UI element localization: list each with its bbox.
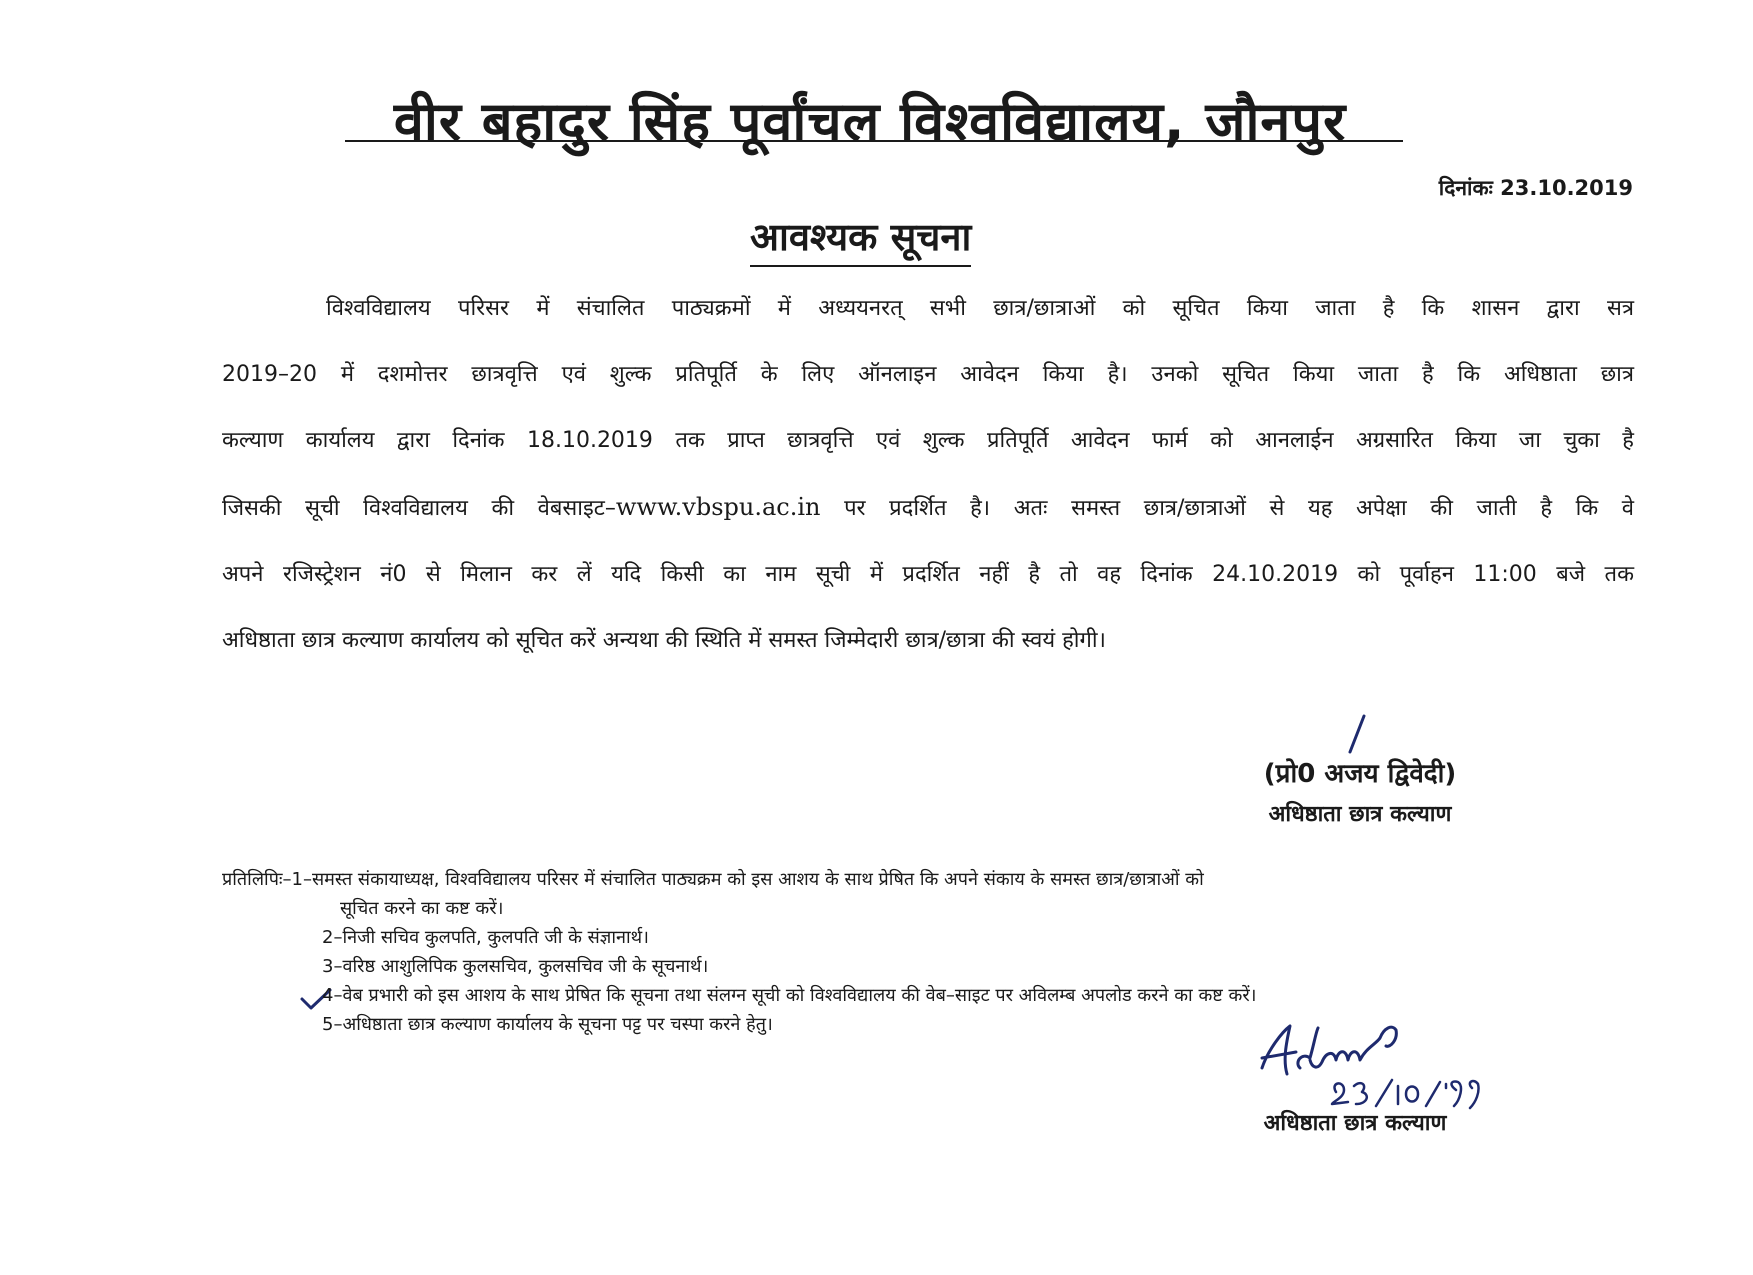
signature-tick-mark xyxy=(1350,716,1364,752)
university-title: वीर बहादुर सिंह पूर्वांचल विश्वविद्यालय, जौनपुर xyxy=(393,90,1347,153)
body-line: 2019–20 में दशमोत्तर छात्रवृत्ति एवं शुल्क प्रतिपूर्ति के लिए ऑनलाइन आवेदन किया है। उनको सूचित किया जाता है कि अधिष्ठाता छात्र xyxy=(222,362,1634,387)
footer-designation: अधिष्ठाता छात्र कल्याण xyxy=(1263,1111,1447,1136)
copy-item: 4–वेब प्रभारी को इस आशय के साथ प्रेषित कि सूचना तथा संलग्न सूची को विश्वविद्यालय की वेब–साइट पर अविलम्ब अपलोड करने का कष्ट करें। xyxy=(322,985,1257,1006)
notice-date: दिनांकः 23.10.2019 xyxy=(1438,176,1633,200)
body-line: अपने रजिस्ट्रेशन नं0 से मिलान कर लें यदि किसी का नाम सूची में प्रदर्शित नहीं है तो वह दिनांक 24.10.2019 को पूर्वाहन 11:00 बजे तक xyxy=(222,562,1634,587)
handwritten-date xyxy=(1332,1080,1479,1108)
signatory-designation: अधिष्ठाता छात्र कल्याण xyxy=(1268,802,1452,827)
body-line: विश्वविद्यालय परिसर में संचालित पाठ्यक्रमों में अध्ययनरत् सभी छात्र/छात्राओं को सूचित किया जाता है कि शासन द्वारा सत्र xyxy=(326,296,1634,321)
body-line-part: जिसकी सूची विश्वविद्यालय की वेबसाइट– xyxy=(222,496,616,521)
copy-item: प्रतिलिपिः–1–समस्त संकायाध्यक्ष, विश्वविद्यालय परिसर में संचालित पाठ्यक्रम को इस आशय के साथ प्रेषित कि अपने संकाय के समस्त छात्र/छात्राओं को xyxy=(222,869,1204,890)
copy-item: 2–निजी सचिव कुलपति, कुलपति जी के संज्ञानार्थ। xyxy=(322,927,649,948)
copy-to-list xyxy=(222,865,1642,1039)
body-line: अधिष्ठाता छात्र कल्याण कार्यालय को सूचित करें अन्यथा की स्थिति में समस्त जिम्मेदारी छात्र/छात्रा की स्वयं होगी। xyxy=(222,628,1106,653)
signatory-block xyxy=(1210,754,1510,828)
signatory-name: (प्रो0 अजय द्विवेदी) xyxy=(1263,759,1457,789)
body-line-part: पर प्रदर्शित है। अतः समस्त छात्र/छात्राओं से यह अपेक्षा की जाती है कि वे xyxy=(820,496,1634,521)
copy-item: 3–वरिष्ठ आशुलिपिक कुलसचिव, कुलसचिव जी के सूचनार्थ। xyxy=(322,956,709,977)
copy-item-continuation: सूचित करने का कष्ट करें। xyxy=(340,898,504,919)
body-line: कल्याण कार्यालय द्वारा दिनांक 18.10.2019 तक प्राप्त छात्रवृत्ति एवं शुल्क प्रतिपूर्ति आवेदन फार्म को आनलाईन अग्रसारित किया जा चुका है xyxy=(222,428,1634,453)
copy-item: 5–अधिष्ठाता छात्र कल्याण कार्यालय के सूचना पट्ट पर चस्पा करने हेतु। xyxy=(322,1014,773,1035)
website-link[interactable]: www.vbspu.ac.in xyxy=(615,493,821,521)
notice-subject: आवश्यक सूचना xyxy=(750,210,971,267)
